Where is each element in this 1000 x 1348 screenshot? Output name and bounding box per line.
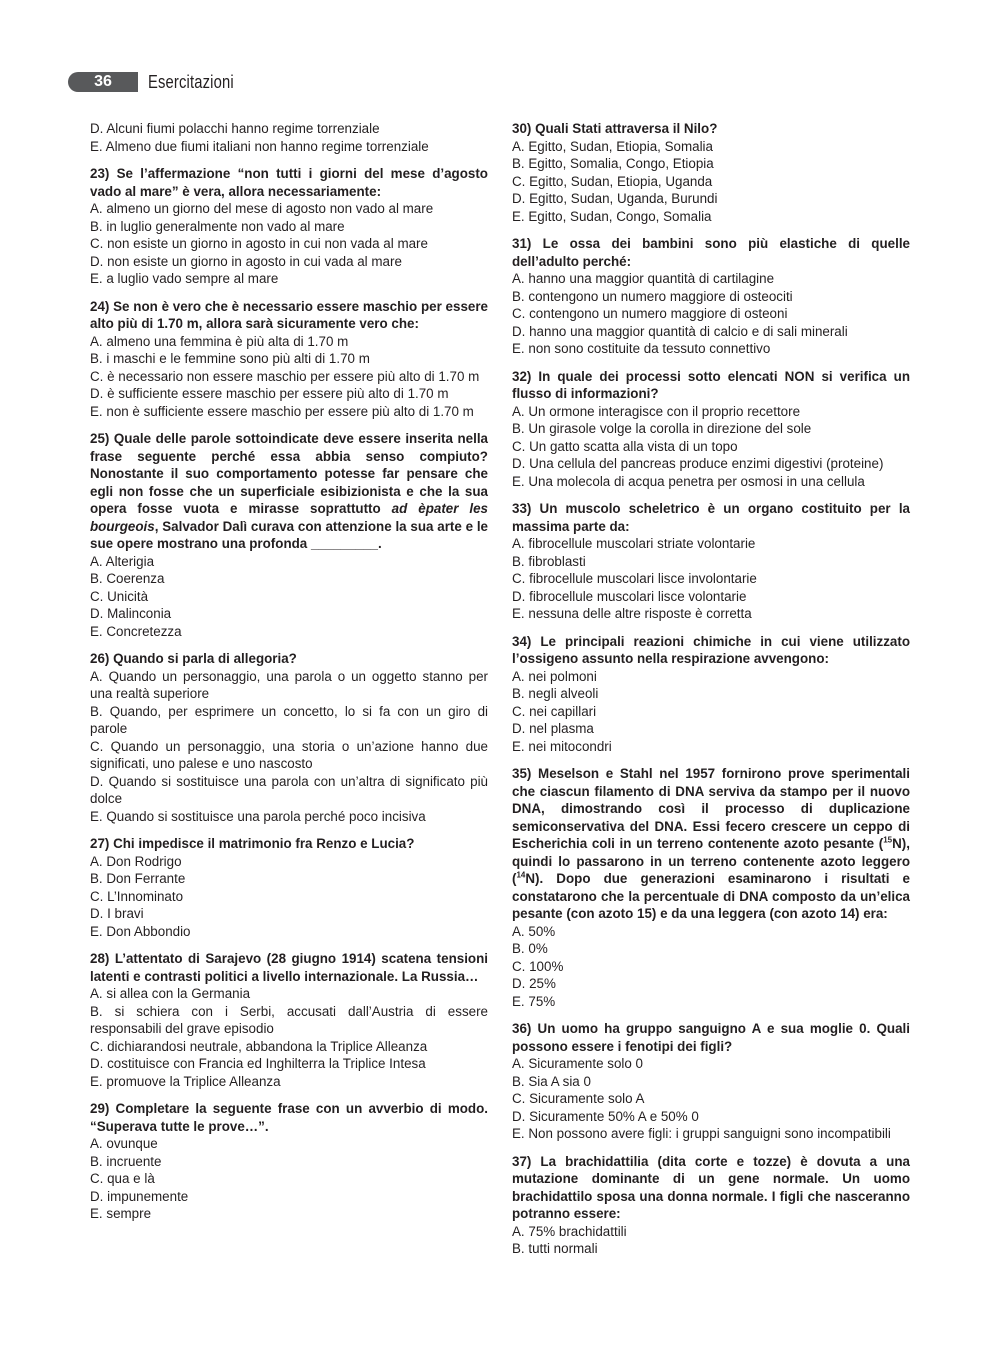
option: C. è necessario non essere maschio per essere più alto di 1.70 m [90, 368, 480, 384]
question-title: 24) Se non è vero che è necessario essere maschio per essere alto più di 1.70 m, allora sarà sicuramente vero che: [90, 298, 488, 331]
option: D. hanno una maggior quantità di calcio e di sali minerali [512, 323, 848, 339]
option: E. 75% [512, 993, 556, 1009]
option: C. L’Innominato [90, 888, 184, 904]
question-26 [90, 650, 488, 825]
option: D. impunemente [90, 1188, 189, 1204]
question-34 [512, 633, 910, 756]
question-title [90, 430, 488, 553]
option: E. Quando si sostituisce una parola perché poco incisiva [90, 808, 426, 824]
option: B. Coerenza [90, 571, 165, 586]
question-24 [90, 298, 488, 421]
option: E. promuove la Triplice Alleanza [90, 1073, 281, 1089]
question-title: 33) Un muscolo scheletrico è un organo costituito per la massima parte da: [512, 501, 910, 534]
question-29 [90, 1100, 488, 1223]
question-title: 37) La brachidattilia (dita corte e tozze) è dovuta a una mutazione dominante di un gene normale. Un uomo brachidattilo sposa una donna normale. I figli che nasceranno potranno essere: [512, 1153, 910, 1221]
option: B. contengono un numero maggiore di osteociti [512, 288, 793, 304]
option: A. si allea con la Germania [90, 986, 251, 1001]
question-title: 28) L’attentato di Sarajevo (28 giugno 1914) scatena tensioni latenti e contrasti politici a livello internazionale. La Russia… [90, 951, 488, 984]
option: C. Quando un personaggio, una storia o un’azione hanno due significati, uno palese e uno nascosto [90, 738, 488, 771]
option: A. nei polmoni [512, 668, 597, 684]
option: D. Malinconia [90, 606, 172, 621]
option: A. Sicuramente solo 0 [512, 1056, 643, 1071]
carryover-options [90, 120, 488, 155]
option: E. Don Abbondio [90, 923, 191, 939]
option: C. dichiarandosi neutrale, abbandona la Triplice Alleanza [90, 1038, 428, 1054]
option: E. nei mitocondri [512, 738, 612, 754]
option: B. in luglio generalmente non vado al mare [90, 218, 345, 234]
option: A. Quando un personaggio, una parola o un oggetto stanno per una realtà superiore [90, 668, 488, 701]
option: E. Non possono avere figli: i gruppi sanguigni sono incompatibili [512, 1126, 891, 1141]
question-title: 23) Se l’affermazione “non tutti i giorni del mese d’agosto vado al mare” è vera, allora necessariamente: [90, 166, 488, 199]
option: D. Sicuramente 50% A e 50% 0 [512, 1108, 699, 1124]
option: C. Unicità [90, 588, 149, 604]
option: E. Egitto, Sudan, Congo, Somalia [512, 208, 712, 224]
option: B. si schiera con i Serbi, accusati dall’Austria di essere responsabili del grave episodio [90, 1003, 488, 1036]
right-column [512, 120, 910, 1268]
option: B. negli alveoli [512, 686, 599, 701]
option: C. qua e là [90, 1171, 155, 1186]
page-number: 36 [68, 72, 138, 92]
option: D. Quando si sostituisce una parola con un’altra di significato più dolce [90, 773, 488, 806]
option: A. Alterigia [90, 553, 155, 569]
question-25 [90, 430, 488, 640]
question-32 [512, 368, 910, 491]
question-27 [90, 835, 488, 940]
option: C. Un gatto scatta alla vista di un topo [512, 438, 738, 454]
question-title: 30) Quali Stati attraversa il Nilo? [512, 121, 718, 136]
option: D. 25% [512, 976, 556, 991]
question-title: 31) Le ossa dei bambini sono più elastiche di quelle dell’adulto perché: [512, 236, 910, 269]
question-text: 35) Meselson e Stahl nel 1957 fornirono prove sperimentali che ciascun filamento di DNA serviva da stampo per il nuovo DNA, dimostrando così il processo di duplicazione semiconservativa del DNA. Essi fecero crescere un ceppo di Escherichia coli in un terreno contenente azoto pesante ( [512, 766, 910, 851]
option: B. fibroblasti [512, 553, 586, 569]
option: C. Sicuramente solo A [512, 1091, 645, 1106]
question-33 [512, 500, 910, 623]
option: A. 50% [512, 923, 556, 939]
option: A. almeno una femmina è più alta di 1.70 m [90, 333, 349, 349]
option: E. Almeno due fiumi italiani non hanno regime torrenziale [90, 138, 429, 154]
option: D. Una cellula del pancreas produce enzimi digestivi (proteine) [512, 456, 884, 471]
option: C. fibrocellule muscolari lisce involontarie [512, 571, 757, 586]
question-title: 34) Le principali reazioni chimiche in cui viene utilizzato l’ossigeno assunto nella respirazione avvengono: [512, 633, 910, 666]
option: C. 100% [512, 958, 564, 974]
option: D. è sufficiente essere maschio per essere più alto di 1.70 m [90, 386, 449, 401]
question-28 [90, 950, 488, 1090]
option: B. incruente [90, 1153, 162, 1169]
option: D. Egitto, Sudan, Uganda, Burundi [512, 191, 718, 206]
option: D. I bravi [90, 906, 144, 921]
option: B. Egitto, Somalia, Congo, Etiopia [512, 156, 714, 171]
option: B. Quando, per esprimere un concetto, lo si fa con un giro di parole [90, 703, 488, 736]
option: A. Egitto, Sudan, Etiopia, Somalia [512, 138, 713, 154]
option: B. Un girasole volge la corolla in direzione del sole [512, 421, 812, 436]
question-title: 27) Chi impedisce il matrimonio fra Renzo e Lucia? [90, 836, 415, 851]
question-title: 32) In quale dei processi sotto elencati NON si verifica un flusso di informazioni? [512, 368, 910, 401]
question-title [512, 765, 910, 923]
option: B. tutti normali [512, 1241, 598, 1256]
option: D. non esiste un giorno in agosto in cui vada al mare [90, 253, 402, 269]
question-text-italic: ad èpater les bourgeois [90, 501, 489, 534]
option: A. Un ormone interagisce con il proprio recettore [512, 403, 801, 419]
question-36 [512, 1020, 910, 1143]
question-23 [90, 165, 488, 288]
question-35 [512, 765, 910, 1010]
question-title: 29) Completare la seguente frase con un avverbio di modo. “Superava tutte le prove…”. [90, 1101, 488, 1134]
question-text: N). Dopo due generazioni esaminarono i risultati e constatarono che la percentuale di DNA composto da un’elica pesante (con azoto 15) e da una leggera (con azoto 14) era: [512, 871, 910, 921]
isotope-superscript: 15 [883, 835, 893, 845]
option: A. 75% brachidattili [512, 1223, 627, 1239]
option: D. fibrocellule muscolari lisce volontarie [512, 588, 747, 604]
option: E. sempre [90, 1206, 152, 1221]
option: A. almeno un giorno del mese di agosto non vado al mare [90, 201, 434, 216]
left-column [90, 120, 488, 1233]
section-title: Esercitazioni [148, 72, 234, 92]
option: E. nessuna delle altre risposte è corretta [512, 606, 752, 621]
isotope-superscript: 14 [516, 870, 526, 880]
option: E. Una molecola di acqua penetra per osmosi in una cellula [512, 473, 865, 489]
option: B. 0% [512, 941, 548, 956]
option: D. nel plasma [512, 721, 594, 736]
option: A. Don Rodrigo [90, 853, 182, 869]
option: A. ovunque [90, 1136, 158, 1151]
option: B. i maschi e le femmine sono più alti di 1.70 m [90, 351, 370, 366]
question-31 [512, 235, 910, 358]
question-37 [512, 1153, 910, 1258]
question-text: 25) Quale delle parole sottoindicate deve essere inserita nella frase seguente perché essa abbia senso compiuto? Nonostante il suo comportamento potesse far pensare che egli non fosse che un superficiale esibizionista e che la sua opera fosse vuota e mirasse soprattutto [90, 431, 488, 516]
option: E. non è sufficiente essere maschio per essere più alto di 1.70 m [90, 403, 474, 419]
option: D. Alcuni fiumi polacchi hanno regime torrenziale [90, 121, 380, 136]
option: C. non esiste un giorno in agosto in cui non vada al mare [90, 236, 428, 251]
option: D. costituisce con Francia ed Inghilterra la Triplice Intesa [90, 1056, 426, 1071]
option: B. Sia A sia 0 [512, 1073, 591, 1089]
option: C. nei capillari [512, 703, 597, 719]
question-30 [512, 120, 910, 225]
option: E. a luglio vado sempre al mare [90, 271, 279, 286]
option: C. Egitto, Sudan, Etiopia, Uganda [512, 173, 713, 189]
question-text: N), quindi lo passarono in un terreno contenente azoto leggero ( [512, 836, 910, 886]
question-text: , Salvador Dalì curava con attenzione la sua arte e le sue opere mostrano una profonda _________. [90, 518, 488, 551]
question-title: 36) Un uomo ha gruppo sanguigno A e sua moglie 0. Quali possono essere i fenotipi dei figli? [512, 1021, 910, 1054]
option: A. hanno una maggior quantità di cartilagine [512, 271, 775, 286]
option: A. fibrocellule muscolari striate volontarie [512, 536, 756, 551]
page-header [68, 71, 928, 93]
option: B. Don Ferrante [90, 871, 186, 886]
option: E. non sono costituite da tessuto connettivo [512, 341, 771, 356]
option: C. contengono un numero maggiore di osteoni [512, 306, 788, 321]
option: E. Concretezza [90, 623, 182, 639]
question-title: 26) Quando si parla di allegoria? [90, 651, 297, 666]
